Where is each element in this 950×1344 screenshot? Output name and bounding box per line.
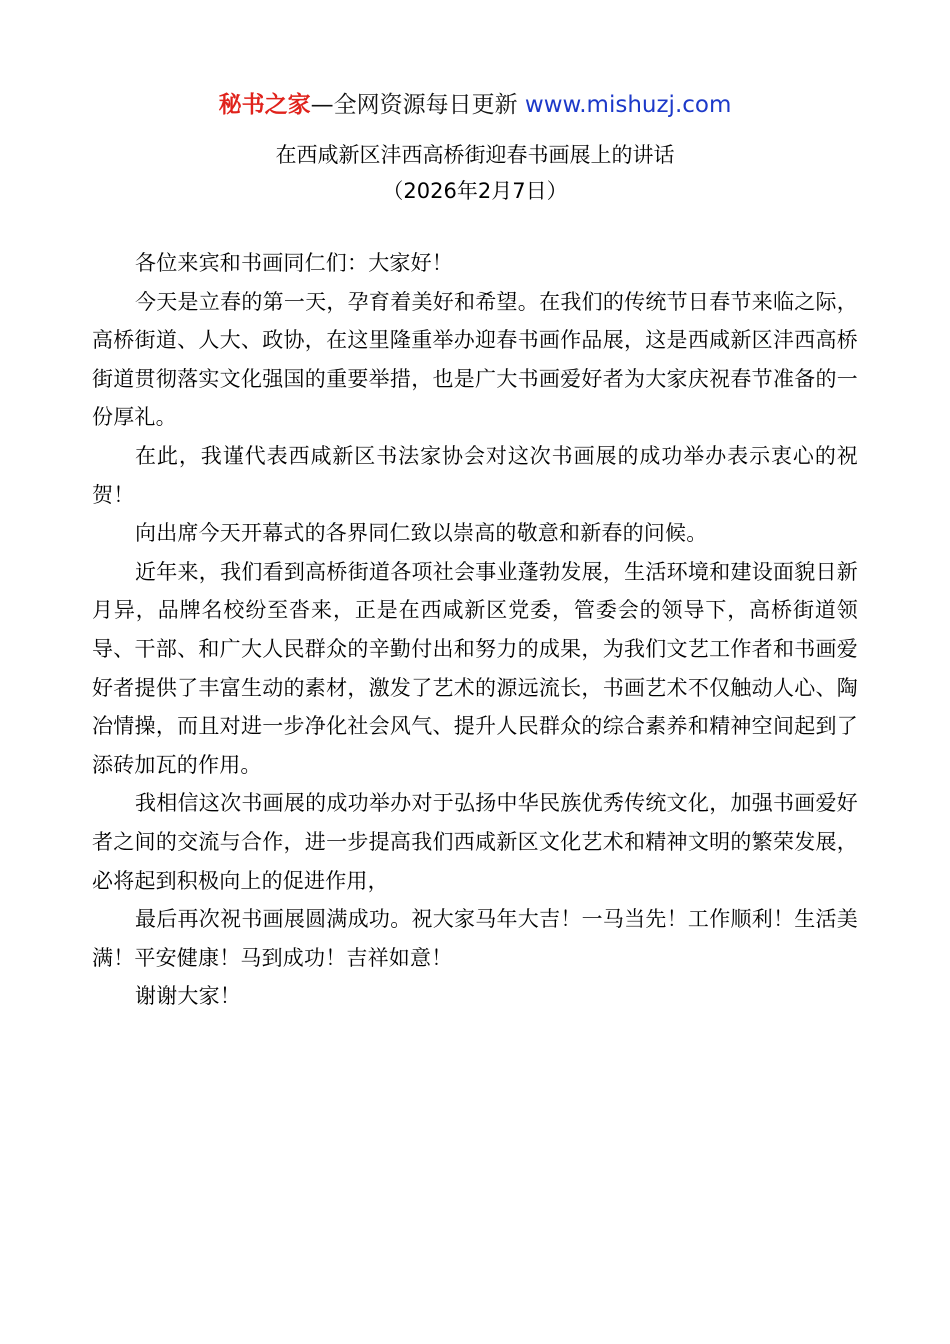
site-url-link[interactable]: www.mishuzj.com (524, 92, 732, 118)
site-tagline: —全网资源每日更新 (310, 92, 525, 118)
paragraph: 最后再次祝书画展圆满成功。祝大家马年大吉！一马当先！工作顺利！生活美满！平安健康！马到成功！吉祥如意！ (92, 907, 858, 970)
speech-body (92, 244, 858, 1016)
paragraph-greeting: 各位来宾和书画同仁们：大家好！ (135, 251, 453, 275)
paragraph: 在此，我谨代表西咸新区书法家协会对这次书画展的成功举办表示衷心的祝贺！ (92, 443, 858, 507)
document-title: 在西咸新区沣西高桥街迎春书画展上的讲话 (275, 143, 675, 167)
site-header (0, 88, 950, 122)
paragraph: 近年来，我们看到高桥街道各项社会事业蓬勃发展，生活环境和建设面貌日新月异，品牌名校纷至沓来，正是在西咸新区党委，管委会的领导下，高桥街道领导、干部、和广大人民群众的辛勤付出和努力的成果，为我们文艺工作者和书画爱好者提供了丰富生动的素材，激发了艺术的源远流长，书画艺术不仅触动人心、陶冶情操，而且对进一步净化社会风气、提升人民群众的综合素养和精神空间起到了添砖加瓦的作用。 (92, 559, 858, 777)
document-date: （2026年2月7日） (382, 179, 568, 203)
paragraph: 我相信这次书画展的成功举办对于弘扬中华民族优秀传统文化，加强书画爱好者之间的交流与合作，进一步提高我们西咸新区文化艺术和精神文明的繁荣发展，必将起到积极向上的促进作用， (92, 791, 858, 893)
paragraph: 向出席今天开幕式的各界同仁致以崇高的敬意和新春的问候。 (135, 521, 708, 546)
paragraph-closing: 谢谢大家！ (135, 984, 241, 1009)
paragraph: 今天是立春的第一天，孕育着美好和希望。在我们的传统节日春节来临之际，高桥街道、人大、政协，在这里隆重举办迎春书画作品展，这是西咸新区沣西高桥街道贯彻落实文化强国的重要举措，也是广大书画爱好者为大家庆祝春节准备的一份厚礼。 (92, 289, 858, 430)
site-brand: 秘书之家 (218, 92, 311, 118)
